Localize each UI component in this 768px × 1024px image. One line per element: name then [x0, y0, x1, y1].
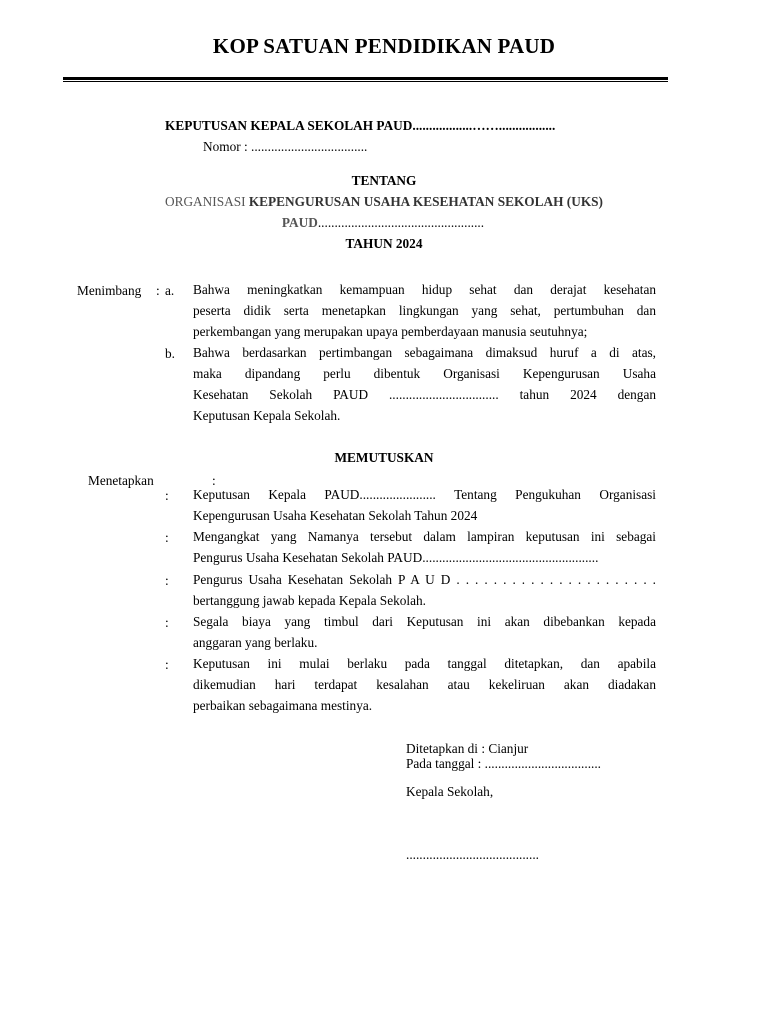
memutuskan-5-line: Keputusan ini mulai berlaku pada tanggal ditetapkan, dan apabila: [193, 656, 656, 671]
menimbang-a-line: Bahwa meningkatkan kemampuan hidup sehat dan derajat kesehatan: [193, 282, 656, 297]
menimbang-a-line: perkembangan yang merupakan upaya pemberdayaan manusia seutuhnya;: [193, 324, 588, 339]
menimbang-a-line: peserta didik serta menetapkan lingkungan yang sehat, pertumbuhan dan: [193, 303, 656, 318]
menimbang-item-a: [193, 279, 656, 342]
signature-name-line: ........................................: [406, 847, 539, 862]
memutuskan-4-line: anggaran yang berlaku.: [193, 635, 318, 650]
letterhead-rule-thick: [63, 77, 668, 80]
memutuskan-colon-5: :: [165, 657, 169, 672]
signature-date: Pada tanggal : ...................................: [406, 756, 601, 771]
memutuskan-colon-3: :: [165, 573, 169, 588]
menimbang-item-b: [193, 342, 656, 426]
menetapkan-colon: :: [212, 473, 216, 488]
memutuskan-2-line: Pengurus Usaha Kesehatan Sekolah PAUD.....................................................: [193, 550, 599, 565]
memutuskan-1-line: Keputusan Kepala PAUD....................... Tentang Pengukuhan Organisasi: [193, 487, 656, 502]
memutuskan-5-line: dikemudian hari terdapat kesalahan atau kekeliruan akan diadakan: [193, 677, 656, 692]
memutuskan-5-line: perbaikan sebagaimana mestinya.: [193, 698, 373, 713]
menimbang-marker-b: b.: [165, 346, 175, 361]
memutuskan-heading: MEMUTUSKAN: [334, 450, 434, 465]
memutuskan-1-line: Kepengurusan Usaha Kesehatan Sekolah Tahun 2024: [193, 508, 478, 523]
memutuskan-3-line: bertanggung jawab kepada Kepala Sekolah.: [193, 593, 426, 608]
menimbang-colon: :: [156, 283, 160, 298]
memutuskan-colon-2: :: [165, 530, 169, 545]
decree-year: TAHUN 2024: [345, 236, 423, 251]
subject-paud-dots: ..................................................: [317, 215, 485, 230]
menetapkan-label: Menetapkan: [88, 473, 154, 488]
memutuskan-colon-4: :: [165, 615, 169, 630]
decree-heading: KEPUTUSAN KEPALA SEKOLAH PAUD..................…….................: [165, 118, 556, 133]
menimbang-b-line: maka dipandang perlu dibentuk Organisasi Kepengurusan Usaha: [193, 366, 656, 381]
memutuskan-item-1: [193, 484, 656, 526]
menimbang-label: Menimbang: [77, 283, 142, 298]
memutuskan-colon-1: :: [165, 488, 169, 503]
tentang-heading: TENTANG: [351, 173, 417, 188]
menimbang-b-line: Bahwa berdasarkan pertimbangan sebagaimana dimaksud huruf a di atas,: [193, 345, 656, 360]
signature-place: Ditetapkan di : Cianjur: [406, 741, 529, 756]
signature-title: Kepala Sekolah,: [406, 784, 494, 799]
decree-number: Nomor : ...................................: [203, 139, 368, 154]
memutuskan-3-line: Pengurus Usaha Kesehatan Sekolah P A U D . . . . . . . . . . . . . . . . . . . . . .: [193, 572, 656, 587]
letterhead-title: KOP SATUAN PENDIDIKAN PAUD: [212, 34, 556, 58]
memutuskan-item-2: [193, 526, 656, 568]
menimbang-marker-a: a.: [165, 283, 175, 298]
memutuskan-item-4: [193, 611, 656, 653]
subject-kepengurusan: KEPENGURUSAN USAHA KESEHATAN SEKOLAH (UKS): [245, 194, 603, 209]
memutuskan-item-5: [193, 653, 656, 716]
subject-paud: PAUD: [281, 215, 318, 230]
memutuskan-4-line: Segala biaya yang timbul dari Keputusan ini akan dibebankan kepada: [193, 614, 656, 629]
menimbang-b-line: Kesehatan Sekolah PAUD ................................. tahun 2024 dengan: [193, 387, 656, 402]
memutuskan-item-3: [193, 569, 656, 611]
memutuskan-2-line: Mengangkat yang Namanya tersebut dalam lampiran keputusan ini sebagai: [193, 529, 656, 544]
letterhead-rule-thin: [63, 81, 668, 82]
decree-subject-line-1: [0, 194, 768, 210]
menimbang-b-line: Keputusan Kepala Sekolah.: [193, 408, 341, 423]
subject-organisasi: ORGANISASI: [164, 194, 246, 209]
decree-subject-line-2: [0, 215, 767, 231]
